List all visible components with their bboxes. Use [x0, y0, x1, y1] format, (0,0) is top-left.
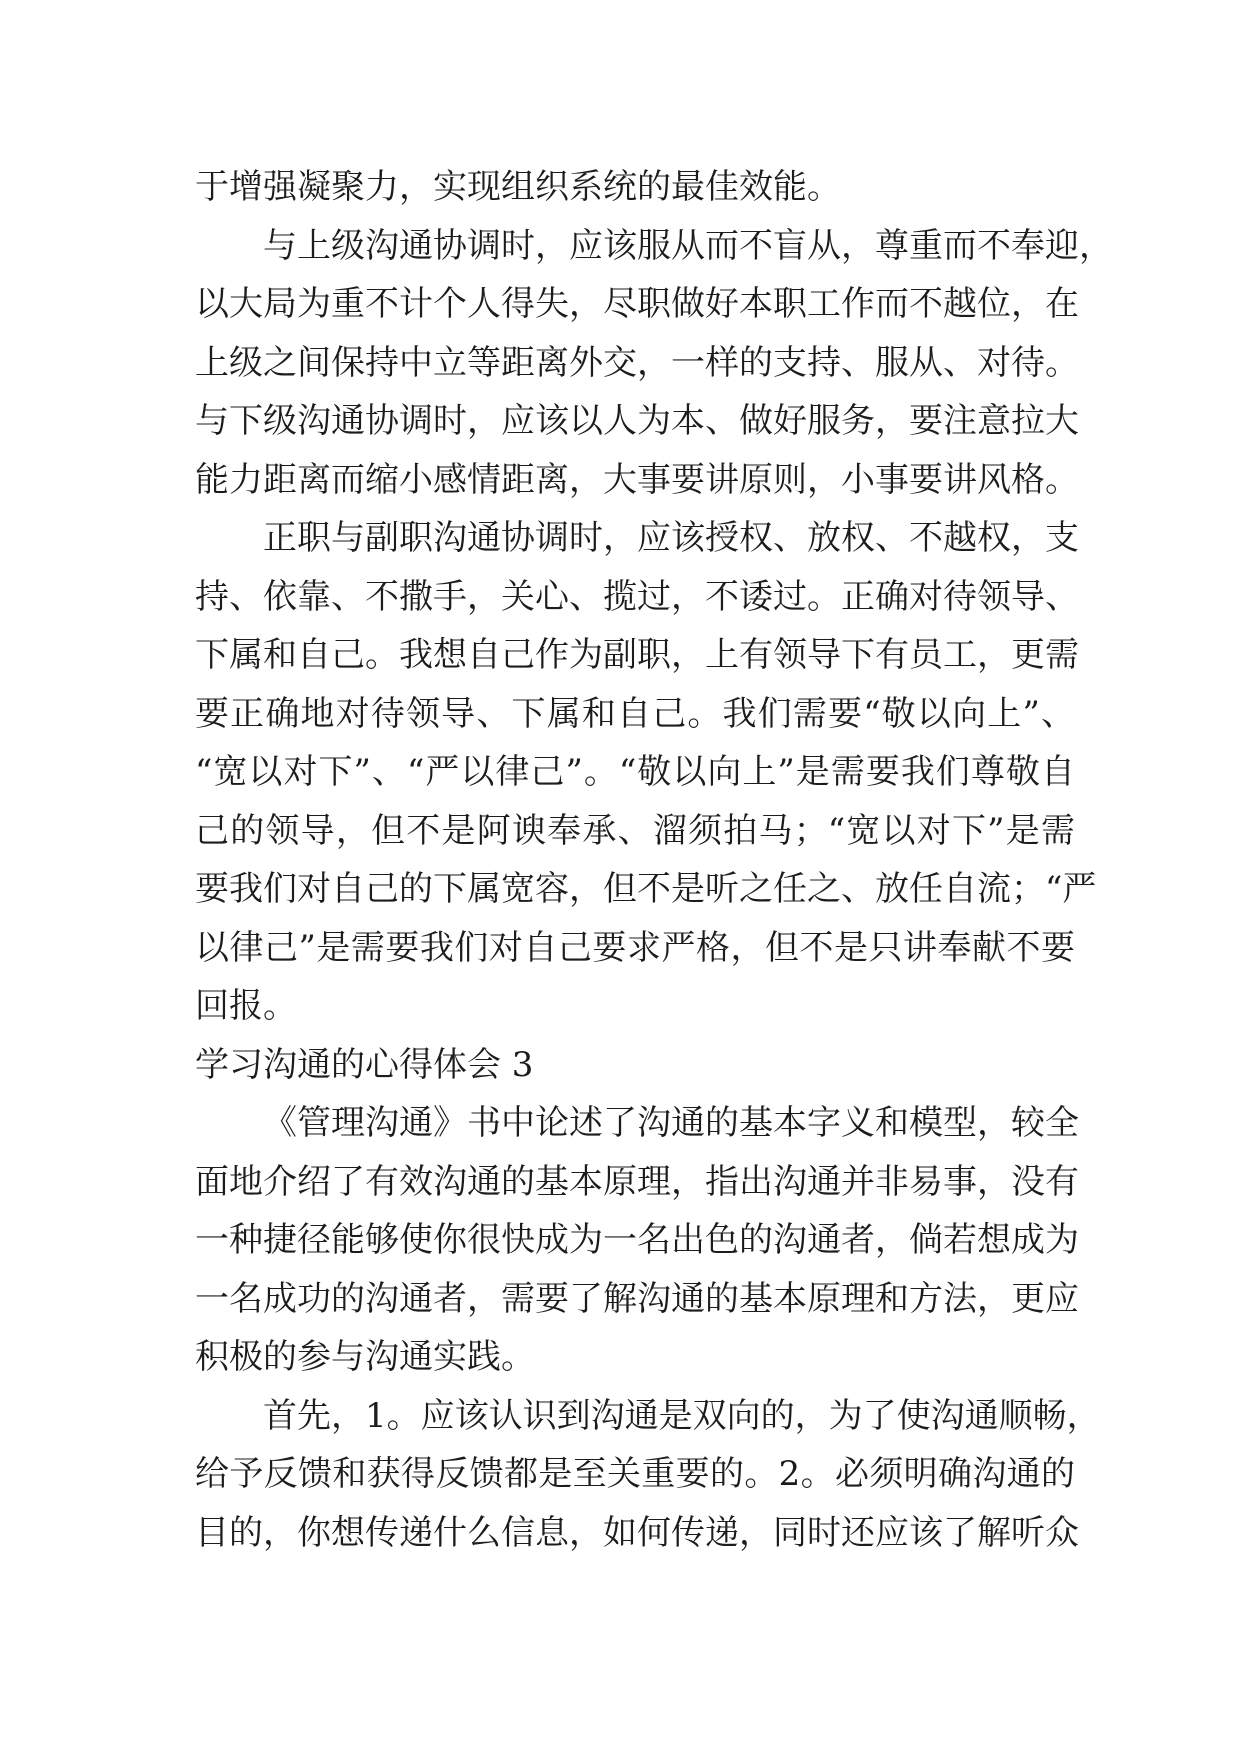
text-line: 首先，1。应该认识到沟通是双向的，为了使沟通顺畅，	[263, 1395, 1101, 1436]
text-line: 给予反馈和获得反馈都是至关重要的。2。必须明确沟通的	[195, 1454, 1075, 1494]
text-line: 与上级沟通协调时，应该服从而不盲从，尊重而不奉迎，	[263, 225, 1113, 266]
paragraph-principal-deputy	[195, 509, 1097, 1036]
text-line: 与下级沟通协调时，应该以人为本、做好服务，要注意拉大	[195, 401, 1079, 441]
text-line: “宽以对下”、“严以律己”。“敬以向上”是需要我们尊敬自	[195, 752, 1075, 792]
text-line: 要我们对自己的下属宽容，但不是听之任之、放任自流；“严	[195, 869, 1097, 909]
text-line: 要正确地对待领导、下属和自己。我们需要“敬以向上”、	[195, 693, 1075, 734]
text-line: 能力距离而缩小感情距离，大事要讲原则，小事要讲风格。	[195, 459, 1079, 500]
text-line: 正职与副职沟通协调时，应该授权、放权、不越权，支	[263, 518, 1079, 558]
text-line: 回报。	[195, 986, 297, 1026]
text-line: 积极的参与沟通实践。	[195, 1337, 535, 1377]
text-line: 持、依靠、不撒手，关心、揽过，不诿过。正确对待领导、	[195, 576, 1079, 617]
heading-text: 学习沟通的心得体会 3	[195, 1044, 534, 1085]
text-line: 一名成功的沟通者，需要了解沟通的基本原理和方法，更应	[195, 1278, 1079, 1319]
paragraph-continuation	[195, 158, 1075, 217]
text-line: 以大局为重不计个人得失，尽职做好本职工作而不越位，在	[195, 284, 1079, 324]
text-line: 于增强凝聚力，实现组织系统的最佳效能。	[195, 167, 841, 207]
paragraph-first-points	[195, 1387, 1101, 1563]
section-heading	[195, 1036, 1075, 1095]
text-line: 下属和自己。我想自己作为副职，上有领导下有员工，更需	[195, 635, 1079, 675]
paragraph-superior-subordinate	[195, 217, 1113, 510]
text-line: 《管理沟通》书中论述了沟通的基本字义和模型，较全	[263, 1103, 1079, 1143]
text-line: 面地介绍了有效沟通的基本原理，指出沟通并非易事，没有	[195, 1161, 1079, 1202]
paragraph-management-communication	[195, 1094, 1079, 1387]
text-line: 上级之间保持中立等距离外交，一样的支持、服从、对待。	[195, 342, 1079, 383]
text-line: 一种捷径能够使你很快成为一名出色的沟通者，倘若想成为	[195, 1220, 1079, 1260]
text-line: 己的领导，但不是阿谀奉承、溜须拍马；“宽以对下”是需	[195, 810, 1075, 851]
document-body	[195, 158, 1113, 1562]
text-line: 以律己”是需要我们对自己要求严格，但不是只讲奉献不要	[195, 927, 1075, 968]
text-line: 目的，你想传递什么信息，如何传递，同时还应该了解听众	[195, 1512, 1079, 1553]
